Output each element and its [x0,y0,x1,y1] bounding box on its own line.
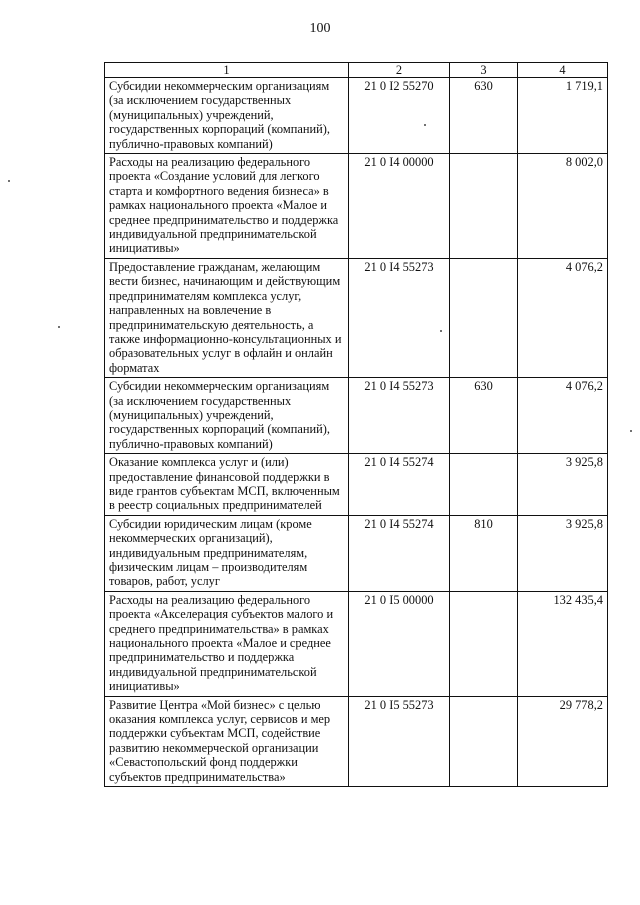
row-name: Субсидии некоммерческим организациям (за исключением государственных (муниципальных) учреждений, государственных корпораций (компаний), публично-правовых компаний) [105,78,349,154]
row-name: Субсидии некоммерческим организациям (за исключением государственных (муниципальных) учреждений, государственных корпораций (компаний), публично-правовых компаний) [105,378,349,454]
row-amount: 4 076,2 [518,258,608,377]
table-row [105,258,608,377]
column-header-3: 3 [450,63,518,78]
row-expense-type [450,591,518,696]
row-name: Расходы на реализацию федерального проекта «Создание условий для легкого старта и комфортного ведения бизнеса» в рамках национального проекта «Малое и среднее предпринимательство и поддержка индивидуальной предпринимательской инициативы» [105,154,349,259]
row-code: 21 0 I4 55273 [349,258,450,377]
table-row [105,378,608,454]
table-row [105,515,608,591]
row-expense-type: 630 [450,78,518,154]
row-name: Оказание комплекса услуг и (или) предоставление финансовой поддержки в виде грантов субъектам МСП, включенным в реестр социальных предпринимателей [105,454,349,516]
scan-speck [58,326,60,328]
row-code: 21 0 I5 55273 [349,696,450,786]
column-header-2: 2 [349,63,450,78]
row-code: 21 0 I5 00000 [349,591,450,696]
row-code: 21 0 I4 00000 [349,154,450,259]
table-header [105,63,608,78]
row-expense-type [450,258,518,377]
table-body [105,78,608,787]
row-expense-type: 630 [450,378,518,454]
row-code: 21 0 I4 55274 [349,454,450,516]
scan-speck [630,430,632,432]
scan-speck [440,330,442,332]
budget-table [104,62,608,787]
row-code: 21 0 I4 55274 [349,515,450,591]
row-expense-type [450,454,518,516]
page-number: 100 [309,21,331,36]
row-amount: 8 002,0 [518,154,608,259]
row-amount: 1 719,1 [518,78,608,154]
row-expense-type [450,696,518,786]
row-amount: 132 435,4 [518,591,608,696]
row-amount: 4 076,2 [518,378,608,454]
row-amount: 29 778,2 [518,696,608,786]
table-row [105,696,608,786]
header-row [105,63,608,78]
row-expense-type [450,154,518,259]
column-header-1: 1 [105,63,349,78]
row-name: Предоставление гражданам, желающим вести бизнес, начинающим и действующим предпринимателям комплекса услуг, направленных на вовлечение в предпринимательскую деятельность, а также информационно-консультационных и образовательных услуг в офлайн и онлайн форматах [105,258,349,377]
row-name: Развитие Центра «Мой бизнес» с целью оказания комплекса услуг, сервисов и мер поддержки субъектам МСП, содействие развитию некоммерческой организации «Севастопольский фонд поддержки субъектов предпринимательства» [105,696,349,786]
row-name: Расходы на реализацию федерального проекта «Акселерация субъектов малого и среднего предпринимательства» в рамках национального проекта «Малое и среднее предпринимательство и поддержка индивидуальной предпринимательской инициативы» [105,591,349,696]
table-row [105,454,608,516]
row-code: 21 0 I2 55270 [349,78,450,154]
row-expense-type: 810 [450,515,518,591]
row-amount: 3 925,8 [518,515,608,591]
row-code: 21 0 I4 55273 [349,378,450,454]
column-header-4: 4 [518,63,608,78]
row-name: Субсидии юридическим лицам (кроме некоммерческих организаций), индивидуальным предпринимателям, физическим лицам – производителям товаров, работ, услуг [105,515,349,591]
scan-speck [424,124,426,126]
scan-speck [8,180,10,182]
row-amount: 3 925,8 [518,454,608,516]
table-row [105,154,608,259]
table-row [105,78,608,154]
table-row [105,591,608,696]
